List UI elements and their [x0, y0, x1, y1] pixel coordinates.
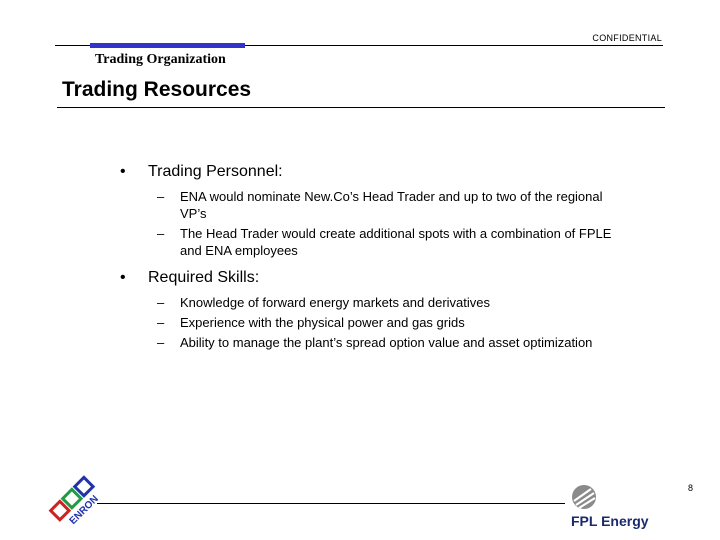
sub-list: [0, 188, 720, 259]
dash-marker: –: [157, 295, 165, 310]
slide-content: [0, 162, 720, 354]
bullet-label: Required Skills:: [148, 269, 260, 286]
footer-rule: [97, 503, 565, 504]
sub-text: Experience with the physical power and gas grids: [180, 315, 465, 330]
dash-marker: –: [157, 335, 165, 350]
bullet-group-skills: [0, 268, 720, 351]
sub-item: [0, 334, 630, 351]
bullet-dot: •: [120, 269, 126, 286]
sub-item: [0, 294, 630, 311]
sub-text: ENA would nominate New.Co’s Head Trader and up to two of the regional VP’s: [180, 189, 603, 221]
fpl-logo-text: FPL Energy: [571, 513, 649, 529]
bullet-label: Trading Personnel:: [148, 163, 283, 180]
sub-item: [0, 225, 630, 259]
sub-item: [0, 188, 630, 222]
dash-marker: –: [157, 189, 165, 204]
accent-bar: [90, 43, 245, 48]
bullet-group-personnel: [0, 162, 720, 259]
slide-title: Trading Resources: [62, 78, 252, 101]
section-title: Trading Organization: [95, 52, 226, 67]
sub-text: Knowledge of forward energy markets and derivatives: [180, 295, 490, 310]
sub-text: Ability to manage the plant’s spread option value and asset optimization: [180, 335, 593, 350]
page-number: 8: [688, 483, 694, 493]
bullet-item: [0, 268, 720, 288]
bullet-dot: •: [120, 163, 126, 180]
enron-logo-icon: [40, 470, 104, 536]
title-rule: [57, 107, 665, 108]
sub-text: The Head Trader would create additional spots with a combination of FPLE and ENA employees: [180, 226, 612, 258]
enron-logo-text: ENRON: [67, 493, 101, 527]
sub-list: [0, 294, 720, 351]
confidential-label: CONFIDENTIAL: [592, 33, 662, 43]
sub-item: [0, 314, 630, 331]
bullet-item: [0, 162, 720, 182]
dash-marker: –: [157, 226, 165, 241]
dash-marker: –: [157, 315, 165, 330]
fpl-energy-logo-icon: [565, 484, 685, 530]
